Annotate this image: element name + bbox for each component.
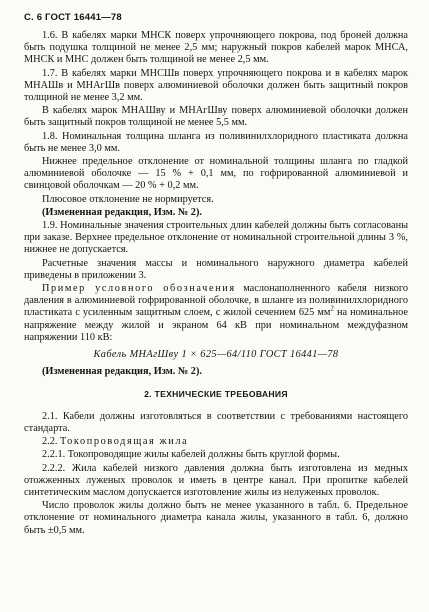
paragraph-1-9: 1.9. Номинальные значения строительных длин кабелей должны быть согласованы при заказе. Верхнее предельное отклонение от номинальной строительной длины 3 %, нижнее не допускается. xyxy=(24,220,408,256)
amendment-note-2: (Измененная редакция, Изм. № 2). xyxy=(42,366,202,378)
paragraph-example xyxy=(24,283,408,344)
section-title: 2. ТЕХНИЧЕСКИЕ ТРЕБОВАНИЯ xyxy=(144,389,288,400)
amendment-note-1: (Измененная редакция, Изм. № 2). xyxy=(42,206,202,218)
example-heading: Пример условного обозначения xyxy=(42,283,236,295)
paragraph-2-2-title: Токопроводящая жила xyxy=(60,436,189,448)
example-text: маслонаполненного кабеля низкого давления в алюминиевой гофрированной оболочке, в шланге из поливинилхлоридного пластиката с усиленным защитным слоем, с жилой сечением 625 мм xyxy=(24,283,408,319)
paragraph-2-2-2: 2.2.2. Жила кабелей низкого давления должна быть изготовлена из медных отожженных луженых проволок и иметь в центре канал. При пропитке кабелей синтетическим маслом допускается изготовление жилы из нелуженых проволок. xyxy=(24,462,408,498)
paragraph-1-8: 1.8. Номинальная толщина шланга из поливинилхлоридного пластиката должна быть не менее 3,0 мм. xyxy=(24,130,408,154)
paragraph-1-8-tolerance: Нижнее предельное отклонение от номинальной толщины шланга по гладкой алюминиевой оболочке — 15 % + 0,1 мм, по гофрированной алюминиевой и свинцовой оболочкам — 20 % + 0,2 мм. xyxy=(24,156,408,192)
page-header: С. 6 ГОСТ 16441—78 xyxy=(24,12,122,23)
document-body xyxy=(24,30,408,538)
paragraph-1-7: 1.7. В кабелях марки МНСШв поверх упрочняющего покрова и в кабелях марок МНАШв и МНАгШв поверх алюминиевой оболочки должен быть защитный покров толщиной не менее 3,2 мм. xyxy=(24,67,408,104)
paragraph-1-9-mass: Расчетные значения массы и номинального наружного диаметра кабелей приведены в приложении 3. xyxy=(24,257,408,281)
paragraph-1-6: 1.6. В кабелях марки МНСК поверх упрочняющего покрова, под броней должна быть подушка толщиной не менее 2,5 мм; наружный покров кабелей марок МНСА, МНСК и МНС должен быть толщиной не менее 2,5 мм. xyxy=(24,30,408,66)
superscript-2: 2 xyxy=(330,305,334,314)
paragraph-1-7-cont: В кабелях марок МНАШву и МНАгШву поверх алюминиевой оболочки должен быть защитный покров толщиной не менее 5,5 мм. xyxy=(24,105,408,129)
example-text-end: на номинальное напряжение между жилой и экраном 64 кВ при номинальном междуфазном напряжении 110 кВ: xyxy=(24,307,408,343)
paragraph-2-2-1: 2.2.1. Токопроводящие жилы кабелей должны быть круглой формы. xyxy=(42,449,340,461)
paragraph-1-8-plus: Плюсовое отклонение не нормируется. xyxy=(42,193,214,205)
designation-formula: Кабель МНАгШву 1 × 625—64/110 ГОСТ 16441—78 xyxy=(93,349,339,361)
paragraph-2-1: 2.1. Кабели должны изготовляться в соответствии с требованиями настоящего стандарта. xyxy=(24,410,408,434)
paragraph-2-2 xyxy=(24,436,408,448)
paragraph-2-2-2-wires: Число проволок жилы должно быть не менее указанного в табл. 6. Предельное отклонение от номинального диаметра канала жилы, указанного в табл. 6, должно быть ±0,5 мм. xyxy=(24,500,408,536)
paragraph-2-2-num: 2.2. xyxy=(42,436,61,448)
